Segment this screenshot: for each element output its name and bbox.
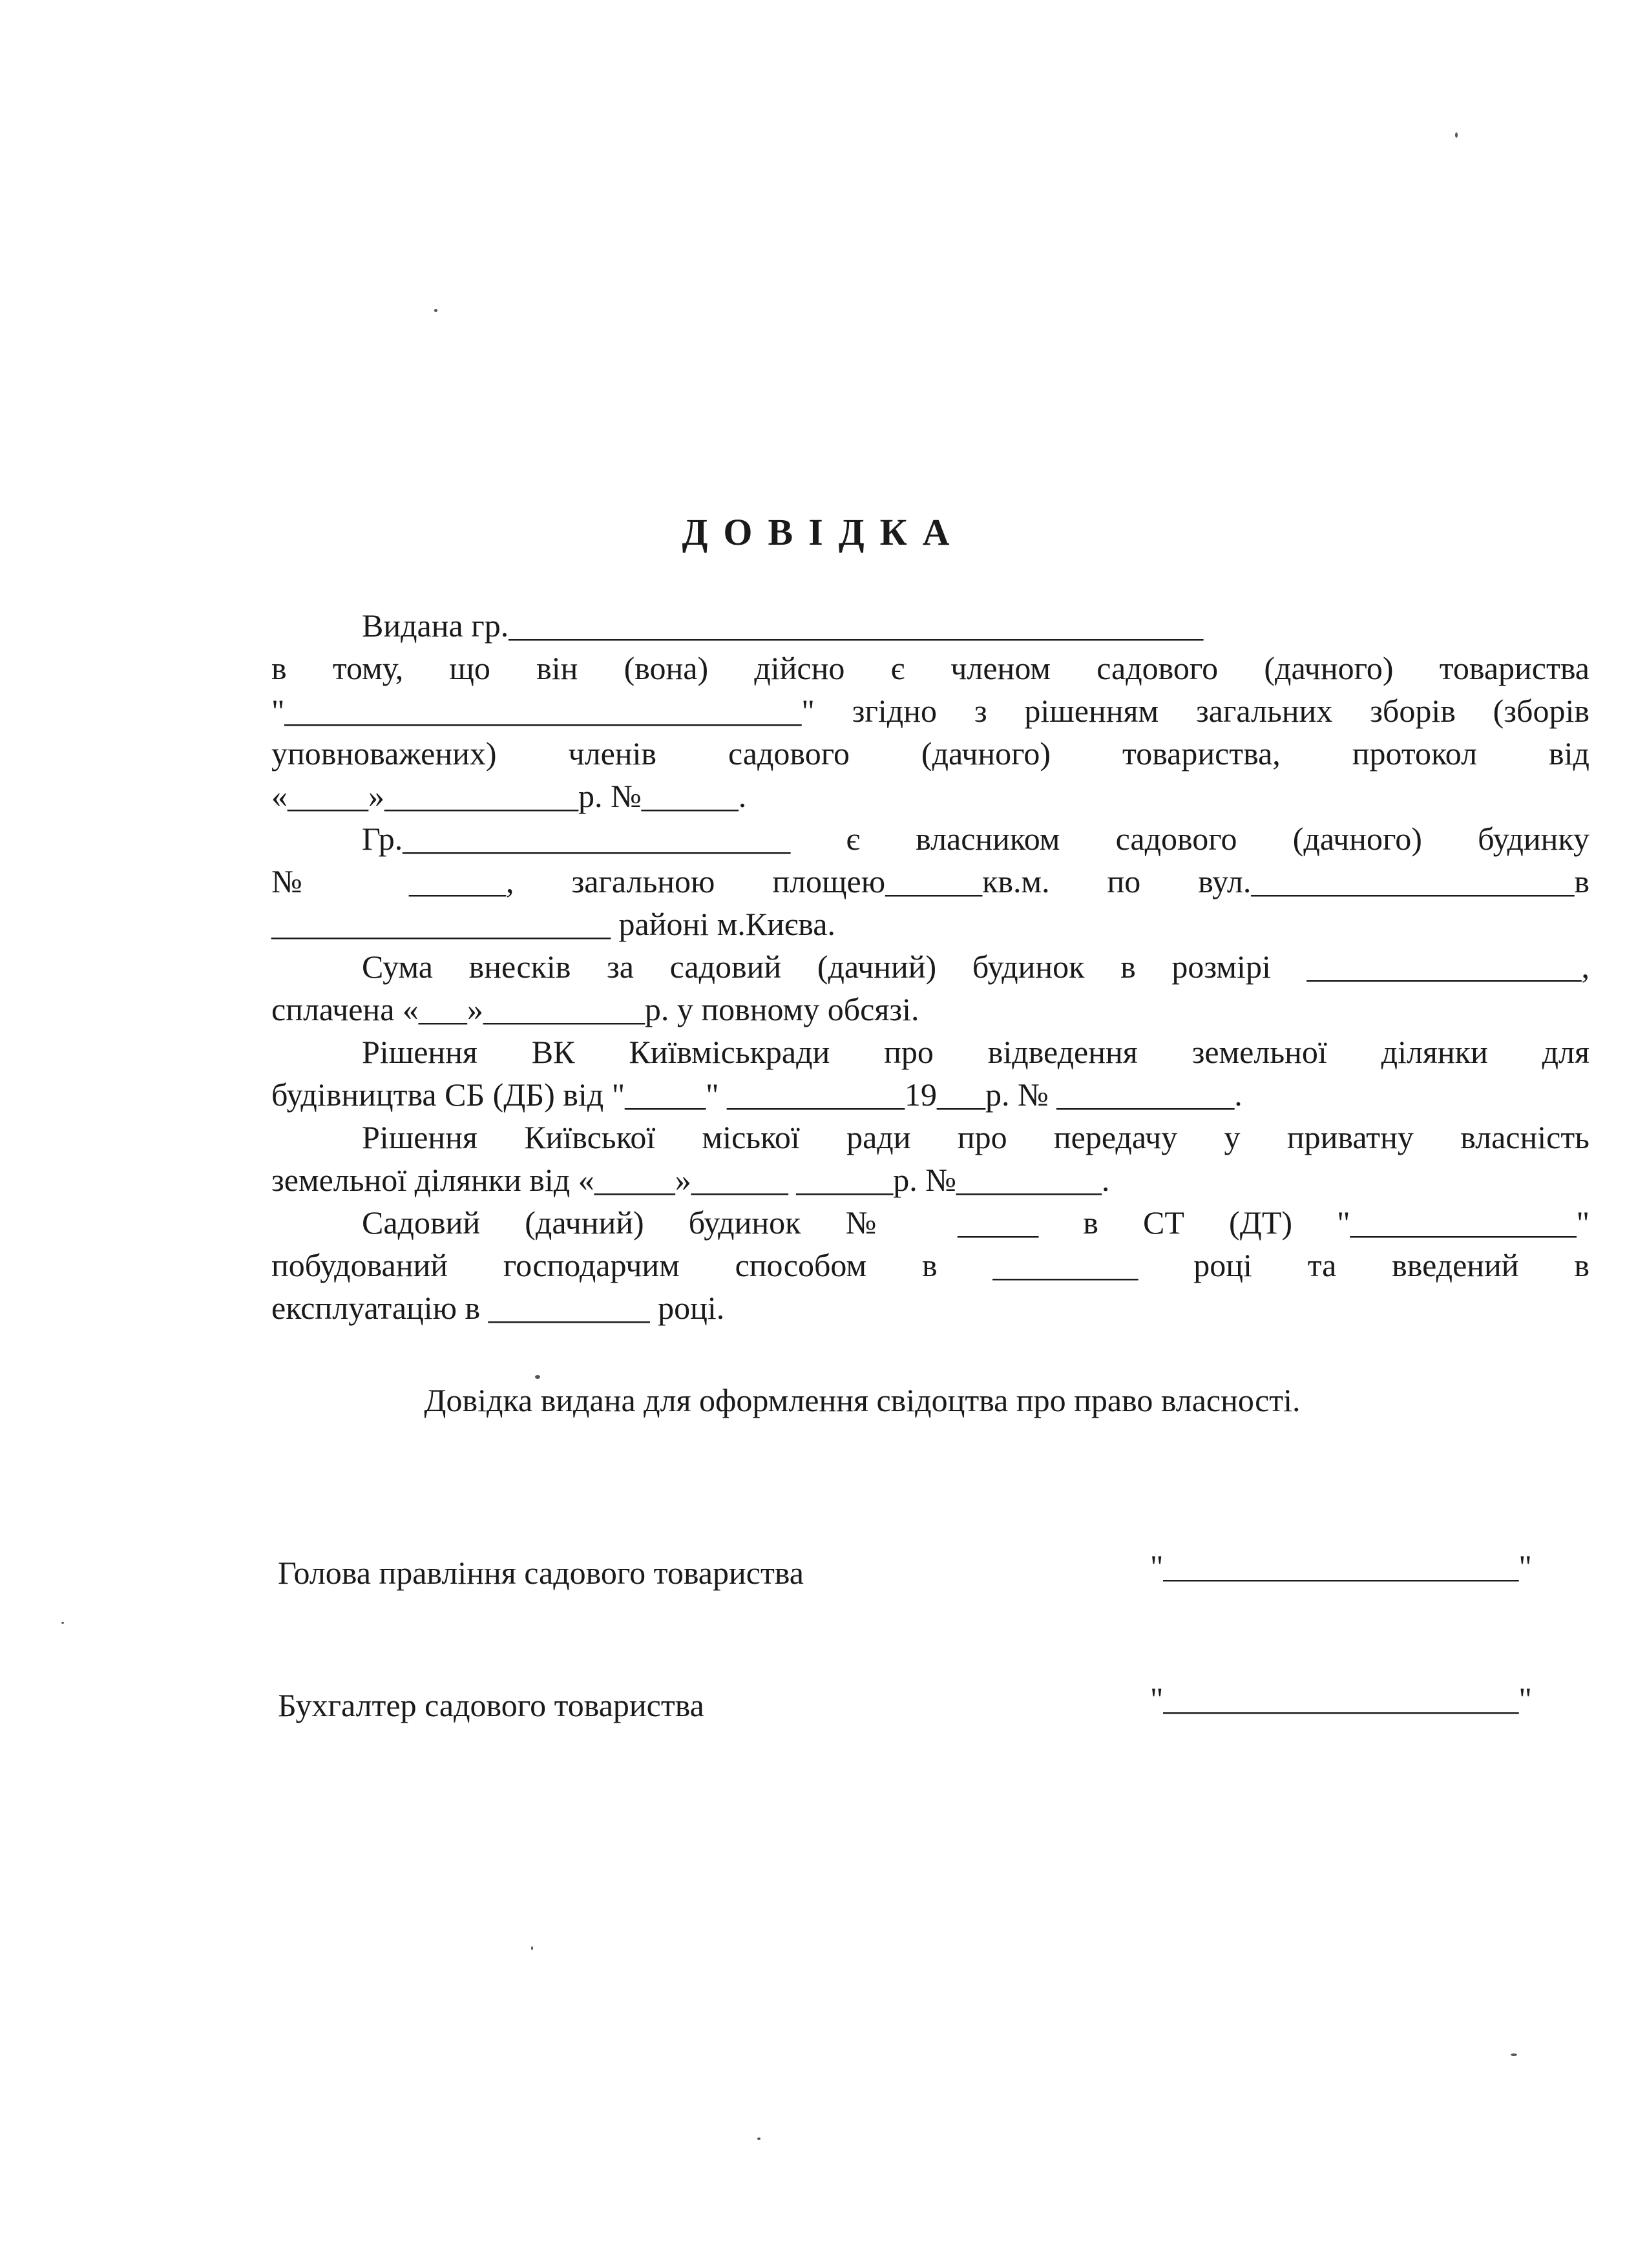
text-line: Гр.________________________ є власником садового (дачного) будинку xyxy=(362,821,1589,857)
text-line: Рішення Київської міської ради про передачу у приватну власність xyxy=(362,1119,1589,1155)
scan-speck xyxy=(1455,132,1458,138)
text-line: № ______, загальною площею______кв.м. по вул.____________________в xyxy=(271,863,1589,899)
document-title: ДОВІДКА xyxy=(682,511,965,553)
scan-speck xyxy=(1511,2053,1517,2056)
scan-speck xyxy=(757,2137,761,2140)
document-body xyxy=(271,604,1589,1329)
scan-speck xyxy=(535,1375,540,1379)
purpose-note: Довідка видана для оформлення свідоцтва про право власності. xyxy=(424,1382,1301,1418)
text-line: в тому, що він (вона) дійсно є членом садового (дачного) товариства xyxy=(271,650,1589,686)
text-line: земельної ділянки від «_____»______ ______р. №_________. xyxy=(271,1162,1110,1198)
scan-speck xyxy=(531,1946,533,1950)
text-line: _____________________ районі м.Києва. xyxy=(271,906,835,942)
chairman-signature-label: Голова правління садового товариства xyxy=(278,1555,804,1591)
text-line: Рішення ВК Київміськради про відведення земельної ділянки для xyxy=(362,1034,1589,1070)
text-line: Сума внесків за садовий (дачний) будинок в розмірі _________________, xyxy=(362,949,1589,985)
scan-speck xyxy=(434,309,437,312)
text-line: Видана гр.___________________________________________ xyxy=(362,607,1204,644)
text-line: експлуатацію в __________ році. xyxy=(271,1290,725,1326)
text-line: сплачена «___»__________р. у повному обсязі. xyxy=(271,991,919,1027)
text-line: будівництва СБ (ДБ) від "_____" ___________19___р. № ___________. xyxy=(271,1076,1243,1113)
text-line: побудований господарчим способом в _________ році та введений в xyxy=(271,1247,1589,1283)
chairman-signature-line: "______________________" xyxy=(1150,1548,1532,1584)
accountant-signature-label: Бухгалтер садового товариства xyxy=(278,1687,704,1723)
text-line: уповноважених) членів садового (дачного) товариства, протокол від xyxy=(271,735,1589,772)
scan-speck xyxy=(61,1622,64,1624)
text-line: «_____»____________р. №______. xyxy=(271,778,747,814)
text-line: "________________________________" згідно з рішенням загальних зборів (зборів xyxy=(271,693,1589,729)
accountant-signature-line: "______________________" xyxy=(1150,1681,1532,1717)
text-line: Садовий (дачний) будинок № _____ в СТ (ДТ) "______________" xyxy=(362,1204,1589,1241)
